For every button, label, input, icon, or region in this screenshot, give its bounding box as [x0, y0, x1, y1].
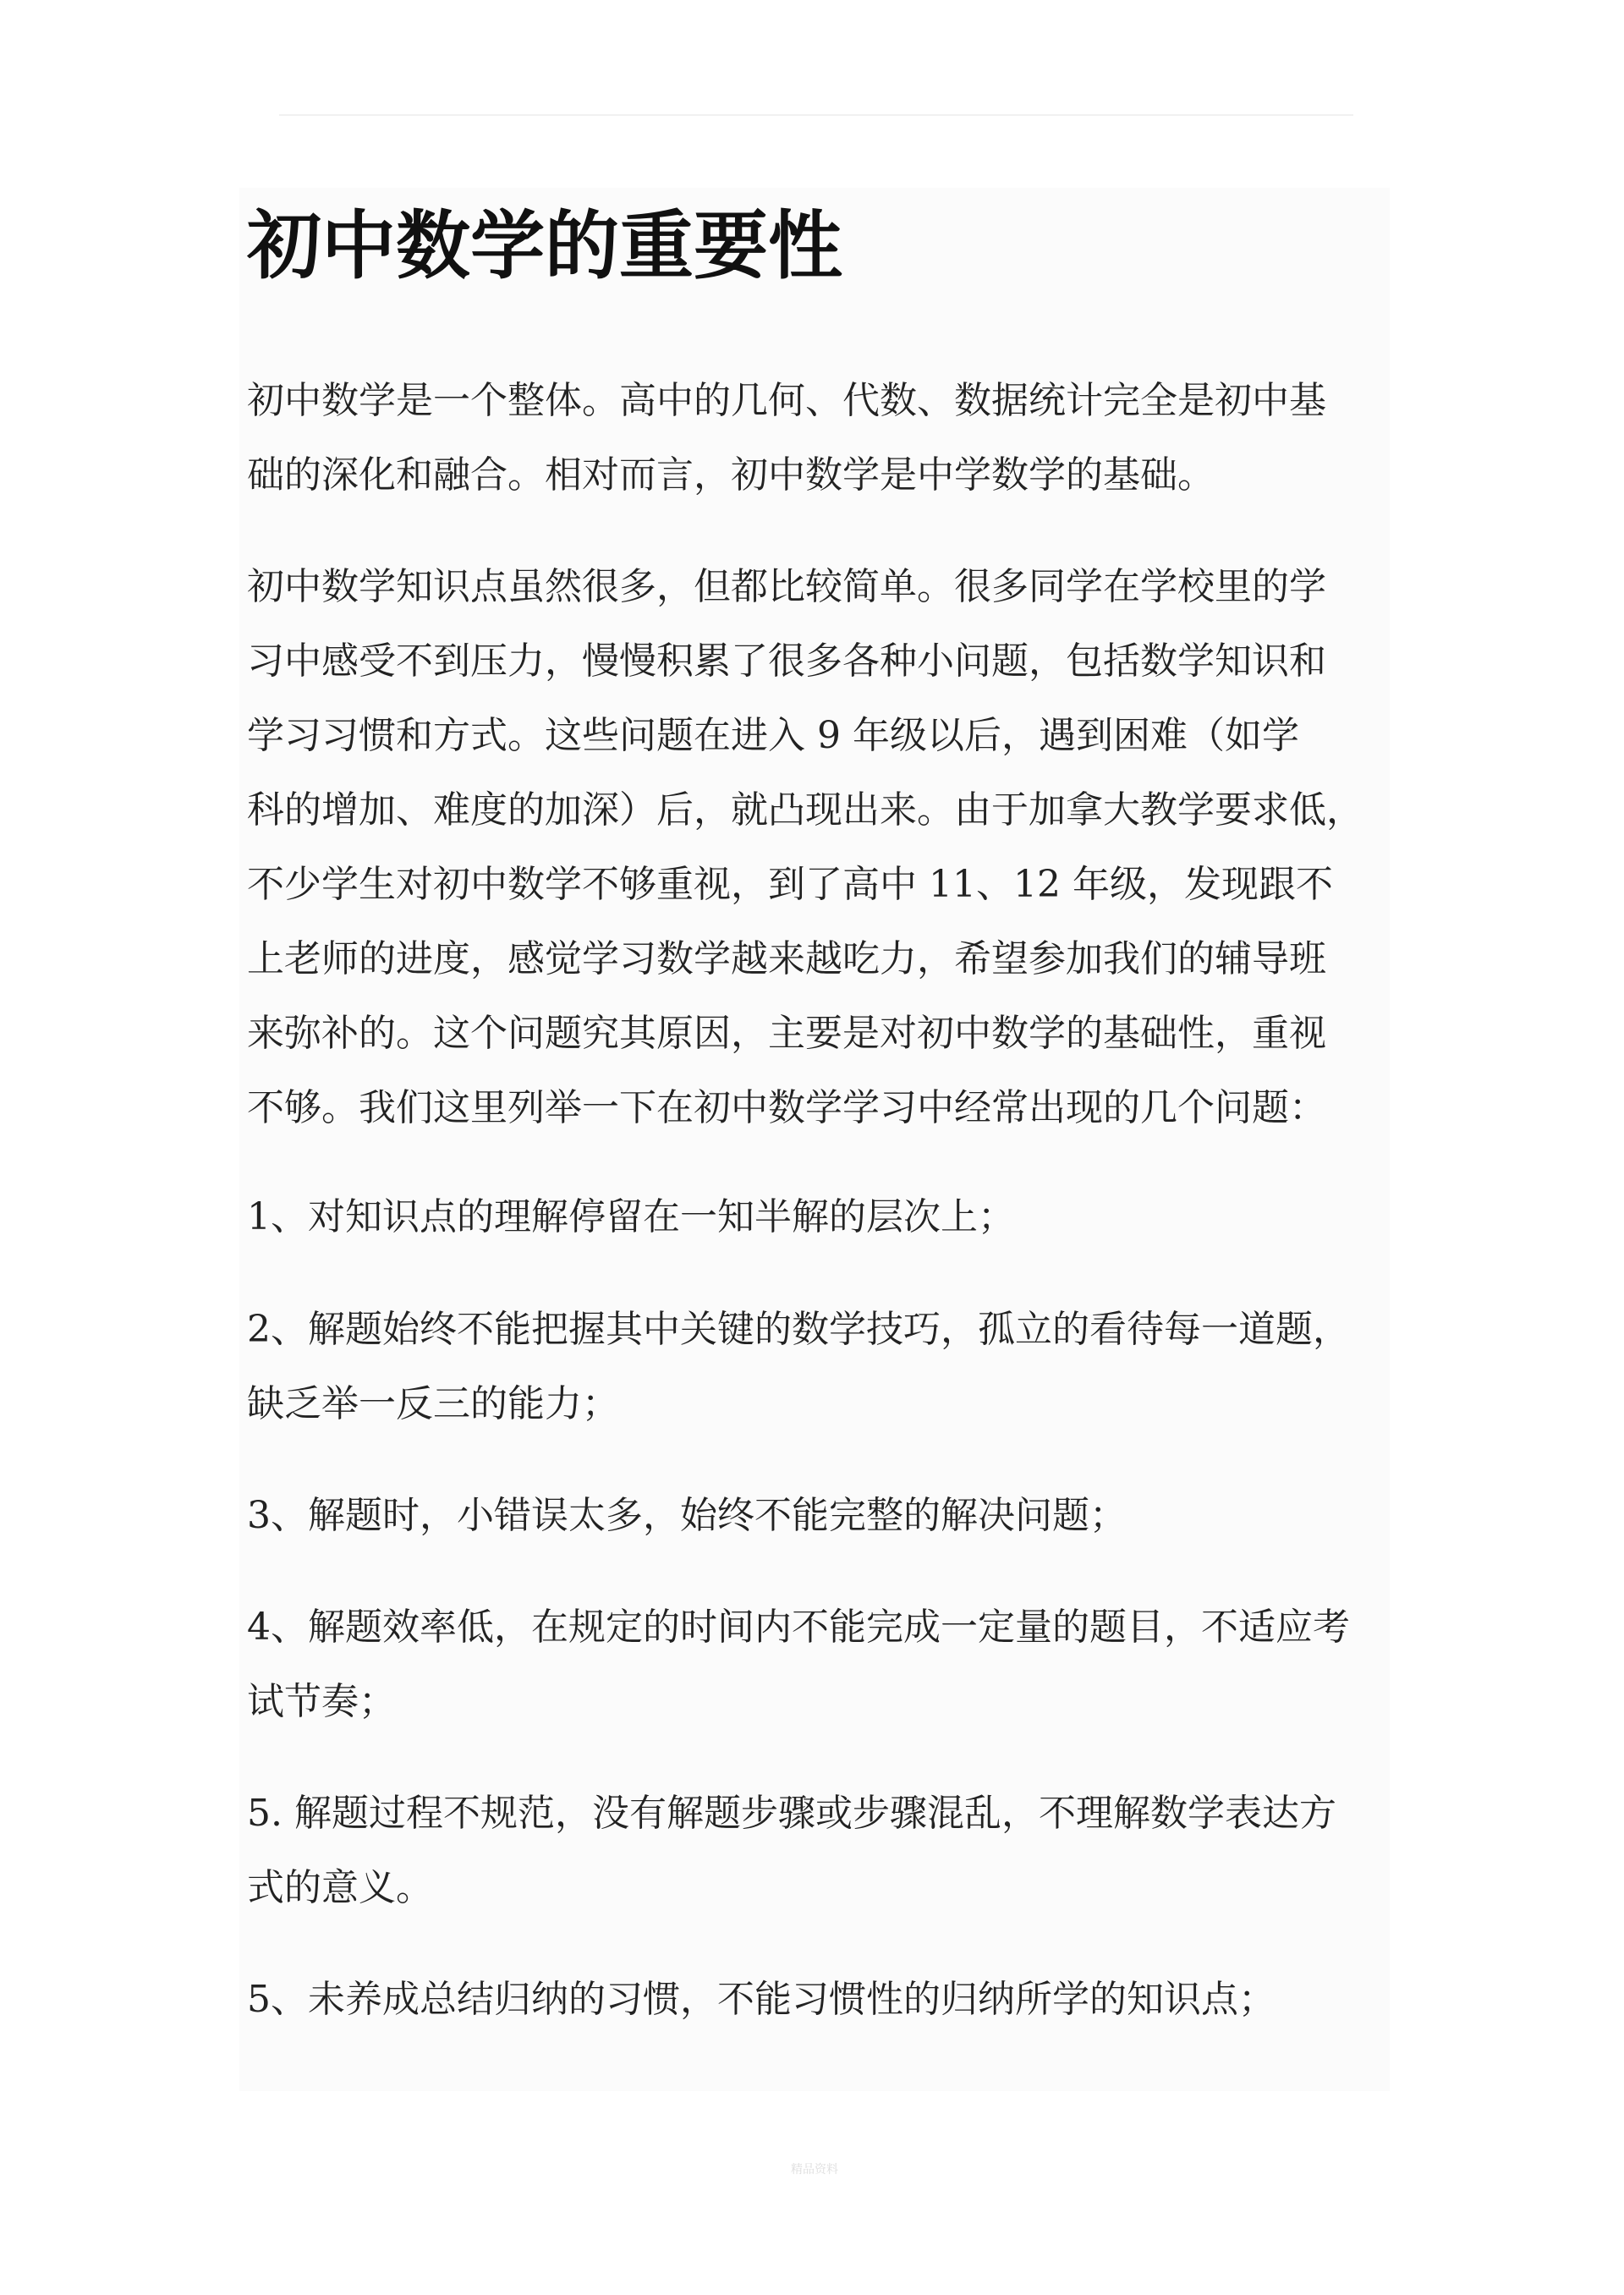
paragraph-intro: 初中数学是一个整体。高中的几何、代数、数据统计完全是初中基 础的深化和融合。相对而言，初中数学是中学数学的基础。: [247, 379, 1326, 497]
list-item-2: 2、解题始终不能把握其中关键的数学技巧，孤立的看待每一道题， 缺乏举一反三的能力；: [247, 1308, 1350, 1425]
list-item-1: 1、对知识点的理解停留在一知半解的层次上；: [247, 1195, 1015, 1238]
document-title: 初中数学的重要性: [247, 201, 843, 289]
footer-watermark: 精品资料: [791, 2163, 838, 2177]
list-item-3: 3、解题时，小错误太多，始终不能完整的解决问题；: [247, 1494, 1127, 1537]
list-item-4: 4、解题效率低，在规定的时间内不能完成一定量的题目，不适应考 试节奏；: [247, 1606, 1350, 1723]
list-item-5: 5. 解题过程不规范，没有解题步骤或步骤混乱，不理解数学表达方 式的意义。: [247, 1792, 1336, 1909]
top-divider: [279, 114, 1353, 116]
paragraph-problems: 初中数学知识点虽然很多，但都比较简单。很多同学在学校里的学 习中感受不到压力，慢慢积累了很多各种小问题，包括数学知识和 学习习惯和方式。这些问题在进入 9 年级以后，遇到困难（如学 科的增加、难度的加深）后，就凸现出来。由于加拿大教学要求低， 不少学生对初中数学不够重视，到了高中 11、12 年级，发现跟不 上老师的进度，感觉学习数学越来越吃力，希望参加我们的辅导班 来弥补的。这个问题究其原因，主要是对初中数学的基础性，重视 不够。我们这里列举一下在初中数学学习中经常出现的几个问题：: [247, 565, 1363, 1129]
list-item-6: 5、未养成总结归纳的习惯，不能习惯性的归纳所学的知识点；: [247, 1978, 1276, 2021]
